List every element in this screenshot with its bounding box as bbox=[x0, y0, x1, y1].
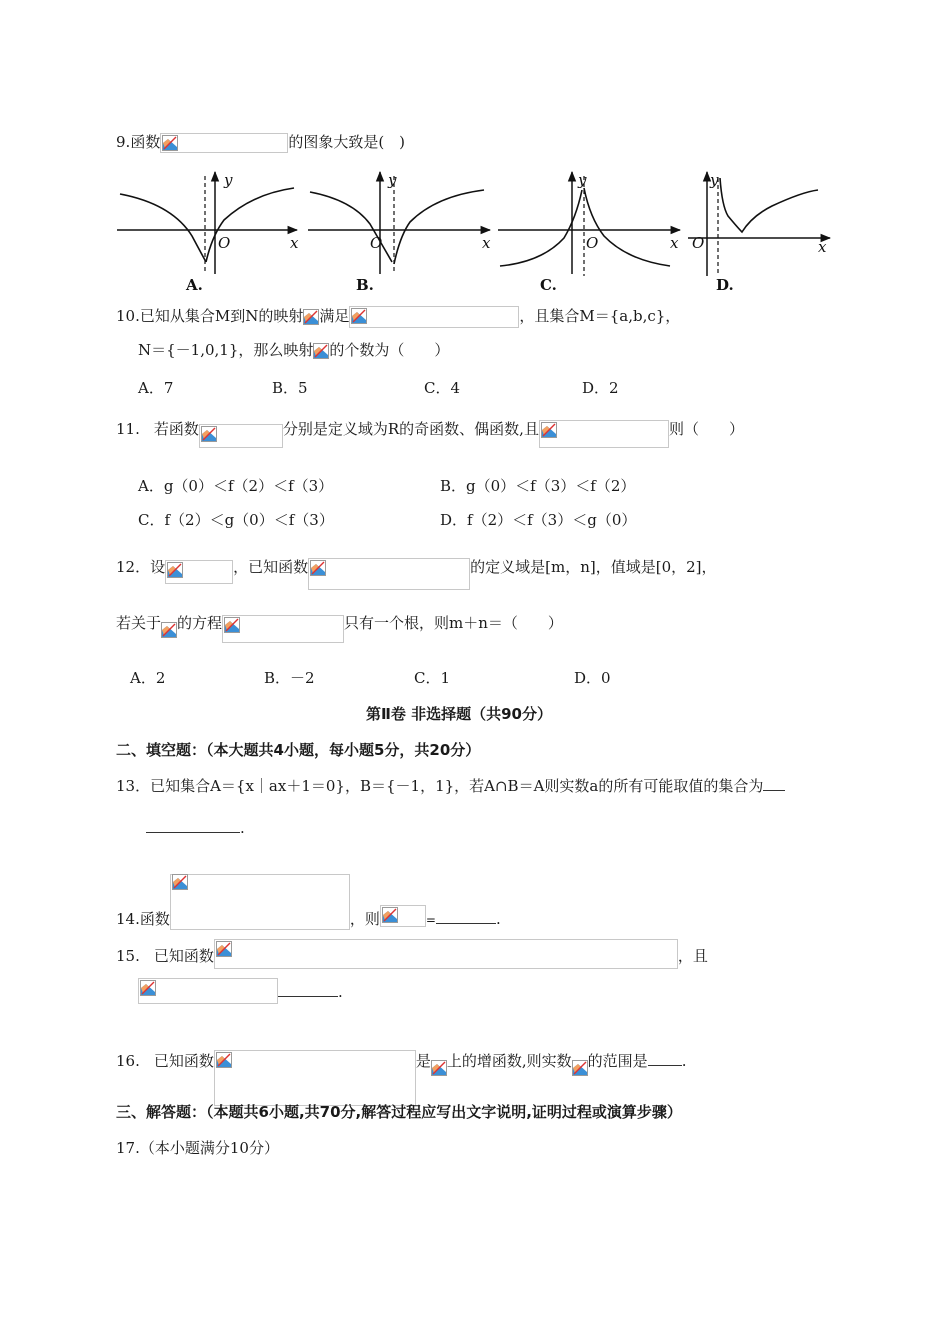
q16-number: 16. bbox=[116, 1052, 140, 1070]
broken-image-icon bbox=[201, 426, 217, 442]
q16-formula-image bbox=[214, 1050, 416, 1106]
q15-end: . bbox=[338, 983, 343, 1001]
q13-number: 13． bbox=[116, 777, 151, 795]
broken-image-icon bbox=[167, 562, 183, 578]
q12-formula-image-1 bbox=[165, 560, 233, 584]
q11-text-2: 分别是定义域为R的奇函数、偶函数,且 bbox=[282, 420, 539, 438]
graph-b bbox=[308, 171, 491, 294]
q11-option-d: D．f（2）＜f（3）＜g（0） bbox=[440, 511, 637, 529]
graph-a bbox=[117, 171, 299, 294]
q9-formula-image bbox=[160, 133, 288, 153]
broken-image-icon bbox=[224, 617, 240, 633]
graph-c-label: C. bbox=[540, 276, 557, 294]
q17-line bbox=[116, 1138, 279, 1158]
broken-image-icon bbox=[172, 874, 188, 890]
q12-option-d: D．0 bbox=[574, 669, 611, 687]
q10-text-1: 已知从集合M到N的映射 bbox=[139, 307, 304, 325]
q12-number: 12． bbox=[116, 558, 151, 576]
q12-option-c: C．1 bbox=[414, 669, 451, 687]
q11-formula-image-2 bbox=[539, 420, 669, 448]
graph-b-label: B. bbox=[356, 276, 374, 294]
q16-text-2: 是 bbox=[415, 1052, 431, 1070]
broken-image-icon bbox=[303, 309, 319, 325]
broken-image-icon bbox=[541, 422, 557, 438]
broken-image-icon bbox=[382, 907, 398, 923]
q10-formula-image bbox=[349, 306, 519, 328]
broken-image-icon bbox=[161, 622, 177, 638]
q13-end: . bbox=[240, 819, 245, 837]
q14-number: 14. bbox=[116, 910, 140, 928]
broken-image-icon bbox=[216, 941, 232, 957]
q10-text-4: N＝{－1,0,1}，那么映射 bbox=[138, 341, 314, 359]
graph-d-label: D. bbox=[716, 276, 734, 294]
graph-a-x-label: x bbox=[290, 234, 299, 252]
graph-d-origin: O bbox=[692, 234, 705, 252]
q9-line bbox=[116, 132, 405, 153]
q10-option-d: D．2 bbox=[582, 379, 619, 397]
q10-text-2: 满足 bbox=[319, 307, 350, 325]
q11-text-1: 若函数 bbox=[153, 420, 199, 438]
graph-b-x-label: x bbox=[482, 234, 491, 252]
q17-number: 17. bbox=[116, 1139, 140, 1157]
q12-text-2: ，已知函数 bbox=[233, 558, 309, 576]
q11-text-3: 则（ ） bbox=[668, 420, 744, 438]
q14-formula-image bbox=[170, 874, 350, 930]
q11-line bbox=[116, 416, 744, 444]
q16-text-4: 的范围是 bbox=[587, 1052, 648, 1070]
q10-text-3: ，且集合M＝{a,b,c}， bbox=[519, 307, 681, 325]
q16-text-3: 上的增函数,则实数 bbox=[446, 1052, 572, 1070]
graph-c bbox=[498, 171, 680, 294]
part2-section-heading: 二、填空题：（本大题共4小题，每小题5分，共20分） bbox=[116, 741, 481, 759]
q15-mid: ，且 bbox=[677, 947, 708, 965]
q13-line bbox=[116, 776, 785, 796]
q15-line1 bbox=[116, 942, 708, 972]
q12-option-b: B．－2 bbox=[264, 669, 315, 687]
q10-option-b: B．5 bbox=[272, 379, 308, 397]
graph-d-y-label: y bbox=[710, 171, 719, 189]
q12-option-a: A．2 bbox=[130, 669, 166, 687]
q12-text-4: 若关于 bbox=[116, 614, 162, 632]
q9-number: 9. bbox=[116, 133, 131, 151]
q13-line2 bbox=[146, 818, 245, 838]
graph-b-y-label: y bbox=[388, 171, 397, 189]
q12-line1 bbox=[116, 552, 717, 584]
q12-text-5: 的方程 bbox=[177, 614, 223, 632]
q16-answer-blank[interactable] bbox=[648, 1051, 682, 1066]
graph-a-origin: O bbox=[218, 234, 231, 252]
part2-title: 第Ⅱ卷 非选择题（共90分） bbox=[366, 705, 552, 723]
q10-option-a: A．7 bbox=[138, 379, 174, 397]
q12-line2 bbox=[116, 610, 563, 638]
q12-formula-image-2 bbox=[308, 558, 470, 590]
broken-image-icon bbox=[313, 343, 329, 359]
q16-pre: 已知函数 bbox=[153, 1052, 214, 1070]
q14-end: . bbox=[495, 910, 501, 928]
q10-option-c: C．4 bbox=[424, 379, 461, 397]
q14-formula-image-2 bbox=[380, 905, 426, 927]
broken-image-icon bbox=[140, 980, 156, 996]
q16-end: . bbox=[681, 1052, 687, 1070]
graph-d bbox=[688, 171, 830, 294]
q14-mid: ，则 bbox=[349, 910, 380, 928]
q13-answer-blank[interactable] bbox=[763, 776, 785, 791]
q11-formula-image-1 bbox=[199, 424, 283, 448]
q15-pre: 已知函数 bbox=[153, 947, 214, 965]
q9-graphs bbox=[112, 166, 832, 296]
q14-pre: 函数 bbox=[139, 910, 170, 928]
q12-text-1: 设 bbox=[150, 558, 166, 576]
broken-image-icon bbox=[431, 1060, 447, 1076]
q13-text: 已知集合A＝{x｜ax＋1＝0}，B＝{－1，1}，若A∩B＝A则实数a的所有可能取值的集合为 bbox=[150, 777, 764, 795]
broken-image-icon bbox=[216, 1052, 232, 1068]
q10-line1 bbox=[116, 306, 680, 328]
graph-c-x-label: x bbox=[670, 234, 679, 252]
graph-a-y-label: y bbox=[224, 171, 233, 189]
graph-d-x-label: x bbox=[818, 238, 827, 256]
q10-line2 bbox=[138, 340, 449, 360]
q17-text: （本小题满分10分） bbox=[139, 1139, 279, 1157]
q12-formula-image-3 bbox=[222, 615, 344, 643]
q13-answer-blank-cont[interactable] bbox=[146, 818, 240, 833]
q11-option-c: C．f（2）＜g（0）＜f（3） bbox=[138, 511, 334, 529]
q9-pre: 函数 bbox=[130, 133, 161, 151]
q12-text-3: 的定义域是[m，n]，值域是[0，2]， bbox=[470, 558, 717, 576]
q15-number: 15. bbox=[116, 947, 140, 965]
q14-answer-blank[interactable] bbox=[436, 909, 496, 924]
q15-formula-image-2 bbox=[138, 978, 278, 1004]
q10-text-5: 的个数为（ ） bbox=[329, 341, 450, 359]
q10-number: 10. bbox=[116, 307, 140, 325]
graph-c-y-label: y bbox=[578, 171, 587, 189]
q15-formula-image bbox=[214, 939, 678, 969]
q16-line bbox=[116, 1034, 686, 1090]
q14-eq: = bbox=[425, 913, 436, 927]
broken-image-icon bbox=[310, 560, 326, 576]
broken-image-icon bbox=[351, 308, 367, 324]
q11-number: 11. bbox=[116, 420, 140, 438]
q11-option-b: B．g（0）＜f（3）＜f（2） bbox=[440, 477, 636, 495]
broken-image-icon bbox=[162, 135, 178, 151]
broken-image-icon bbox=[572, 1060, 588, 1076]
q15-line2 bbox=[138, 980, 343, 1006]
part3-section-heading: 三、解答题：（本题共6小题,共70分,解答过程应写出文字说明,证明过程或演算步骤） bbox=[116, 1103, 682, 1121]
graph-a-label: A. bbox=[186, 276, 203, 294]
q11-option-a: A．g（0）＜f（2）＜f（3） bbox=[138, 477, 334, 495]
graph-c-origin: O bbox=[586, 234, 599, 252]
q9-post: 的图象大致是( ) bbox=[288, 133, 406, 151]
q12-text-6: 只有一个根，则m＋n＝（ ） bbox=[344, 614, 563, 632]
q15-answer-blank[interactable] bbox=[278, 982, 338, 997]
graph-b-origin: O bbox=[370, 234, 383, 252]
